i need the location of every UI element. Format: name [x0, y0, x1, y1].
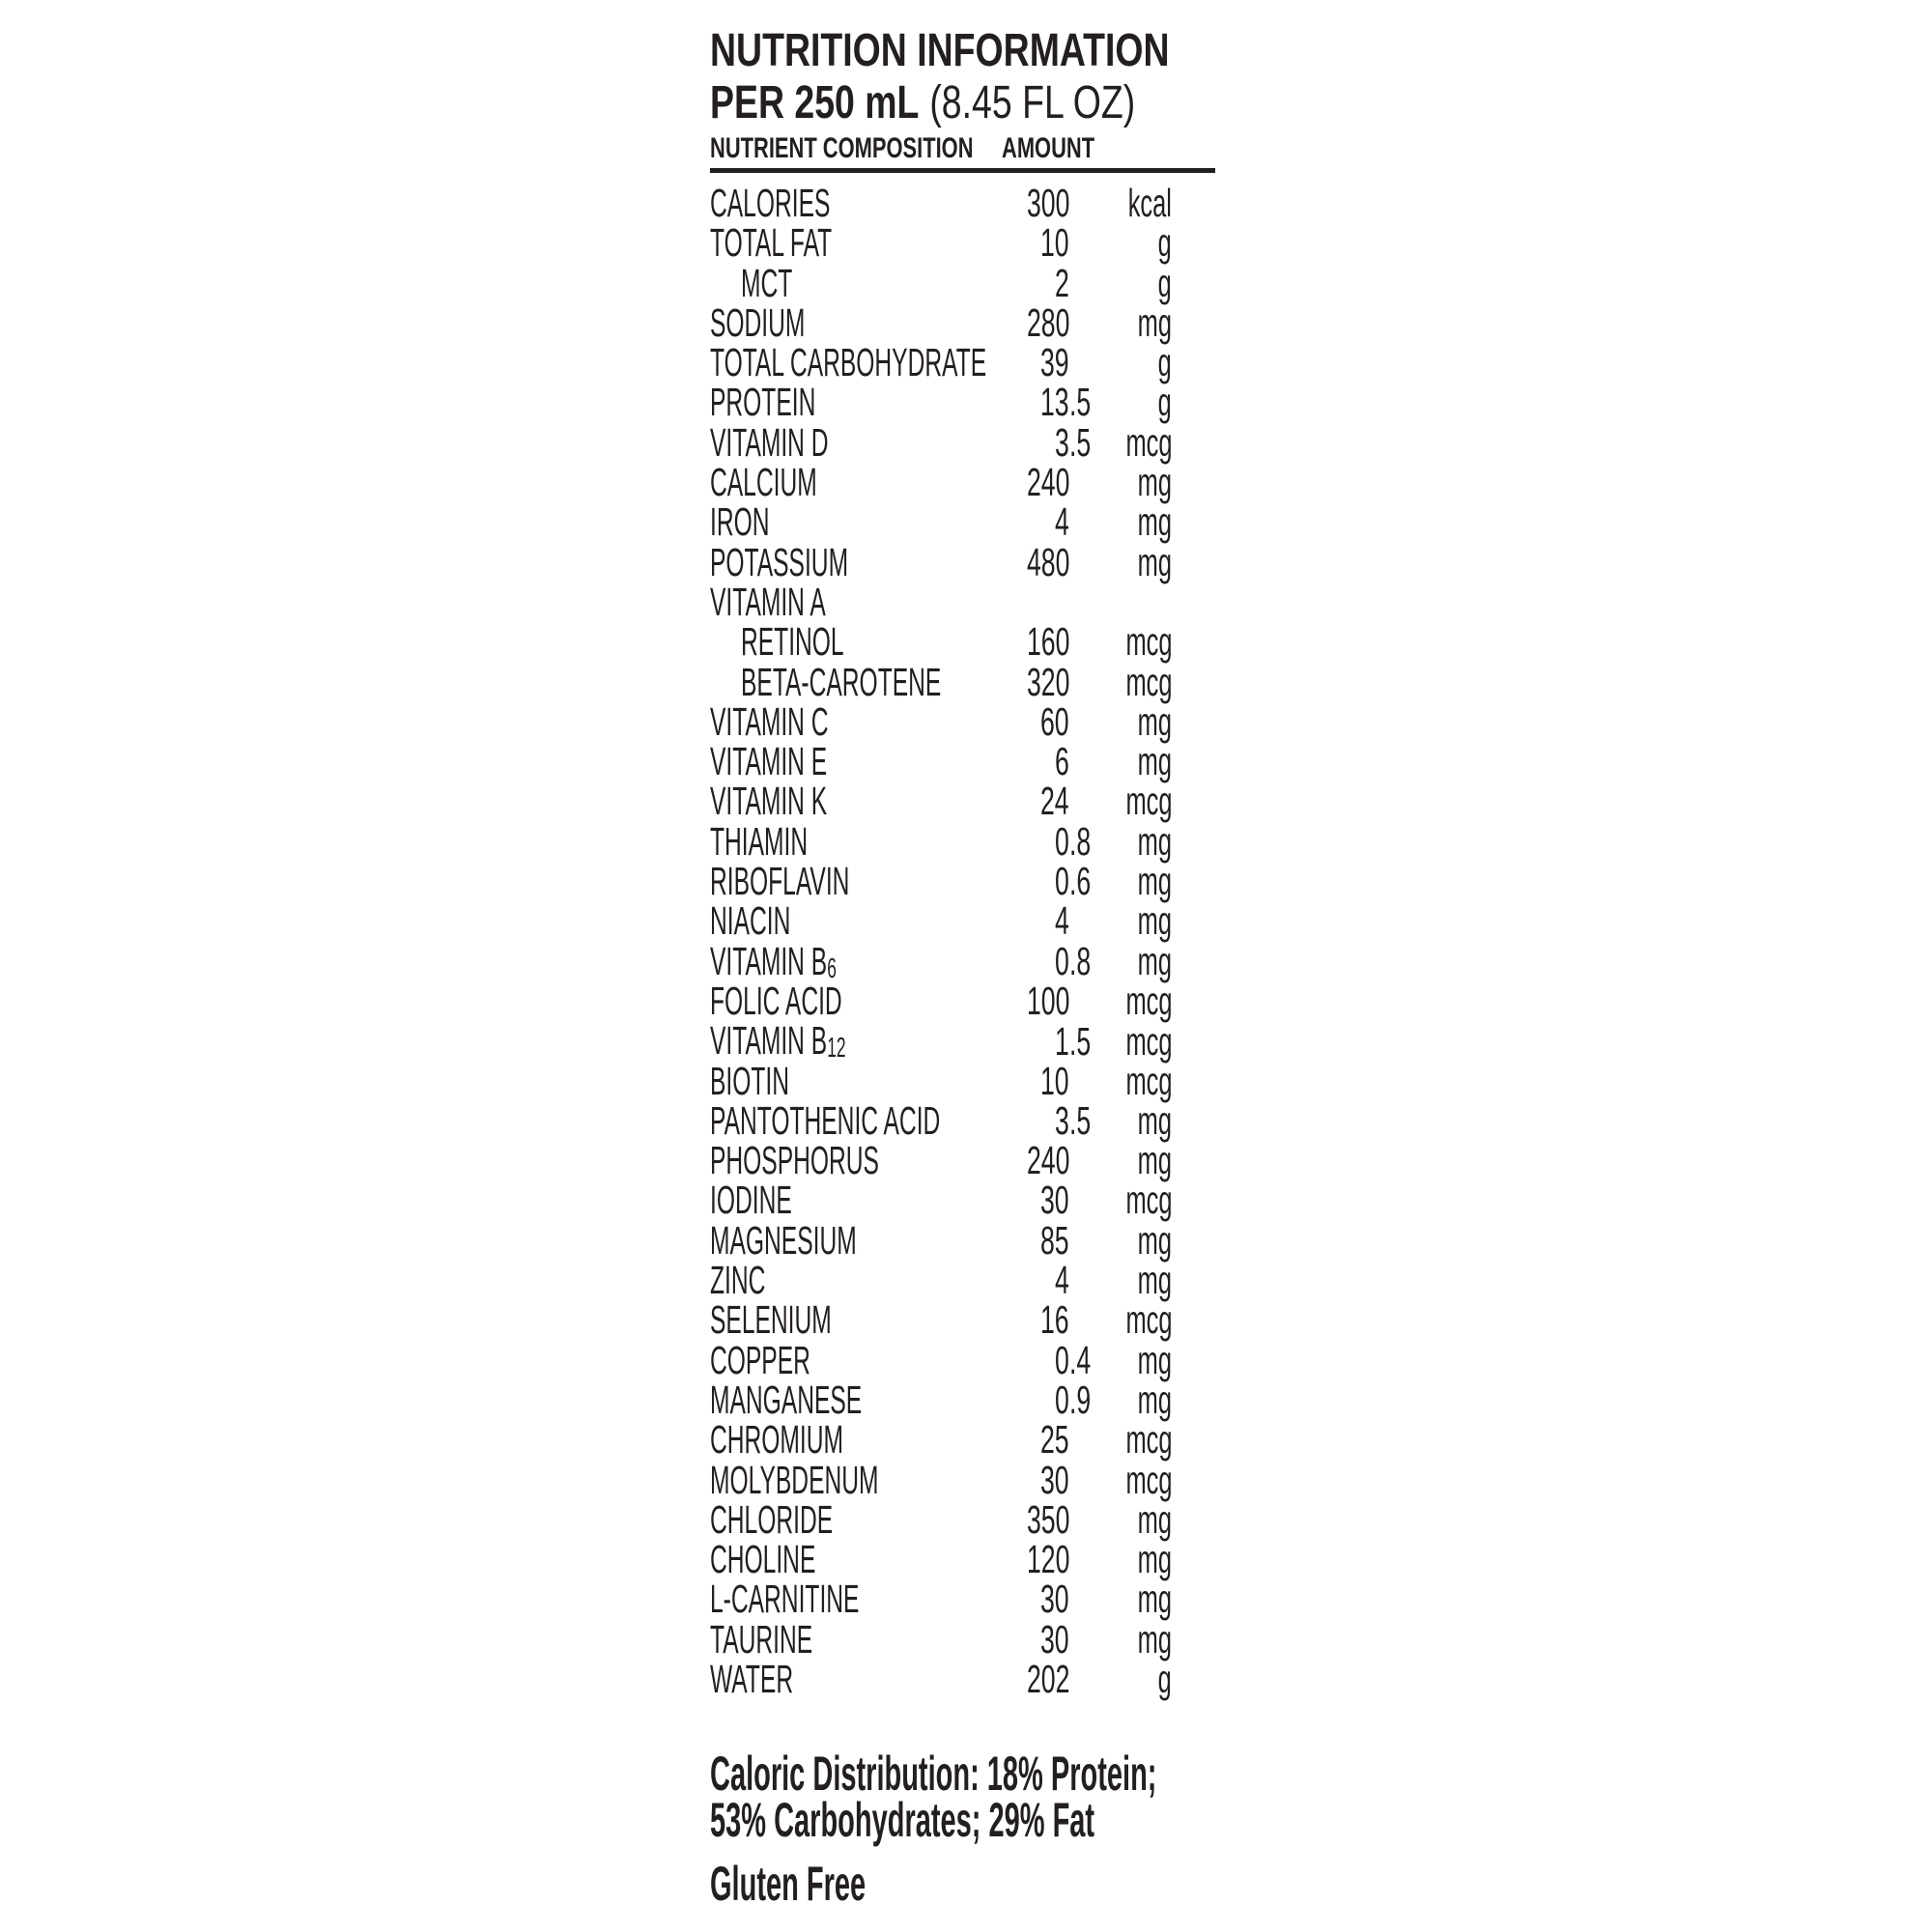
table-column-headers — [710, 133, 1215, 164]
amount-value-fraction — [1069, 1218, 1094, 1264]
amount-value-fraction — [1069, 1138, 1094, 1183]
nutrient-name-cell — [710, 1178, 1002, 1223]
panel-title-text: NUTRITION INFORMATION — [710, 25, 1170, 76]
nutrient-name: ZINC — [710, 1258, 766, 1303]
amount-value-whole: 10 — [1040, 1058, 1069, 1103]
caloric-distribution — [710, 1747, 1215, 1848]
caloric-distribution-line1: Caloric Distribution: 18% Protein; — [710, 1747, 1157, 1802]
nutrient-name: THIAMIN — [710, 818, 809, 864]
amount-value-whole: 0 — [1055, 939, 1069, 984]
amount-value-whole: 280 — [1026, 299, 1069, 345]
nutrient-name: VITAMIN A — [710, 579, 826, 624]
nutrient-name: TOTAL CARBOHYDRATE — [710, 340, 987, 385]
table-row — [710, 779, 1215, 824]
amount-value-fraction — [1069, 1657, 1094, 1702]
nutrient-name: MANGANESE — [710, 1377, 863, 1422]
table-row — [710, 1457, 1215, 1502]
amount-value-whole: 30 — [1040, 1178, 1069, 1223]
nutrient-name: RIBOFLAVIN — [710, 859, 850, 904]
amount-value-whole: 4 — [1055, 898, 1069, 944]
amount-value-fraction — [1069, 699, 1094, 745]
nutrient-name-cell — [710, 1297, 1002, 1343]
nutrient-name-cell — [710, 1417, 1002, 1463]
nutrient-name: VITAMIN B — [710, 1018, 828, 1064]
amount-value-whole: 160 — [1026, 619, 1069, 665]
amount-value-fraction — [1069, 1617, 1094, 1662]
amount-value-fraction — [1069, 181, 1094, 226]
table-row — [710, 1417, 1215, 1463]
nutrient-name-cell — [710, 261, 1002, 306]
nutrient-name-cell — [710, 699, 1002, 745]
nutrient-name-subscript: 6 — [827, 952, 837, 984]
amount-value-fraction: .4 — [1069, 1337, 1092, 1382]
amount-value-whole: 3 — [1055, 1097, 1069, 1143]
nutrient-name: WATER — [710, 1656, 794, 1701]
caloric-distribution-line1-wrap — [710, 1747, 1215, 1802]
nutrient-name-cell — [710, 1657, 1002, 1702]
table-row — [710, 539, 1215, 584]
amount-value-whole: 39 — [1040, 340, 1069, 385]
amount-unit: mg — [1137, 499, 1172, 545]
amount-value-whole: 0 — [1055, 1337, 1069, 1382]
amount-value-fraction — [1069, 1258, 1094, 1303]
amount-value-fraction: .6 — [1069, 859, 1092, 904]
nutrient-name-cell — [710, 739, 1002, 784]
amount-value-fraction — [1069, 1497, 1094, 1543]
amount-value-whole: 30 — [1040, 1616, 1069, 1662]
nutrient-table — [710, 181, 1215, 1701]
amount-value-fraction — [1069, 1059, 1094, 1104]
amount-unit: mcg — [1124, 1018, 1172, 1064]
amount-value-fraction — [1069, 660, 1094, 705]
nutrient-name-cell — [710, 1059, 1002, 1104]
table-row — [710, 380, 1215, 425]
amount-value-whole: 240 — [1026, 460, 1069, 505]
amount-unit: mcg — [1124, 978, 1172, 1023]
nutrient-name: NIACIN — [710, 898, 791, 944]
table-row — [710, 1058, 1215, 1103]
table-row — [710, 1138, 1215, 1183]
table-row — [710, 1258, 1215, 1303]
nutrient-name: RETINOL — [741, 619, 844, 665]
amount-unit: mcg — [1124, 1058, 1172, 1103]
nutrient-name-cell — [710, 819, 1002, 865]
amount-value-fraction — [1069, 499, 1094, 545]
table-row — [710, 739, 1215, 784]
nutrient-name-cell — [710, 380, 1002, 425]
amount-unit: g — [1157, 220, 1172, 266]
amount-unit: mg — [1137, 1337, 1172, 1382]
table-row — [710, 859, 1215, 904]
amount-unit: mg — [1137, 1377, 1172, 1422]
amount-value-whole: 350 — [1026, 1496, 1069, 1542]
amount-value-fraction — [1069, 1417, 1094, 1463]
caloric-distribution-line2: 53% Carbohydrates; 29% Fat — [710, 1793, 1095, 1848]
amount-unit: mcg — [1124, 1457, 1172, 1502]
table-row — [710, 1656, 1215, 1701]
nutrient-name-cell — [710, 859, 1002, 904]
nutrient-name: VITAMIN C — [710, 698, 829, 744]
nutrient-name: IRON — [710, 499, 770, 545]
nutrient-name-cell — [710, 1138, 1002, 1183]
serving-size-line — [710, 77, 1215, 129]
amount-value-whole: 10 — [1040, 220, 1069, 266]
nutrient-name: TOTAL FAT — [710, 220, 833, 266]
gluten-free-label: Gluten Free — [710, 1857, 867, 1912]
amount-value-whole: 1 — [1055, 1018, 1069, 1064]
amount-value-fraction — [1069, 220, 1094, 266]
nutrient-name-cell — [710, 619, 1002, 665]
nutrient-name-cell — [710, 340, 1002, 385]
table-row — [710, 698, 1215, 744]
table-row — [710, 260, 1215, 305]
amount-value-whole: 0 — [1055, 859, 1069, 904]
nutrient-name: MAGNESIUM — [710, 1217, 857, 1263]
amount-value-whole: 0 — [1055, 818, 1069, 864]
amount-value-whole: 60 — [1040, 698, 1069, 744]
amount-value-fraction: .8 — [1069, 818, 1092, 864]
nutrient-name-cell — [710, 1338, 1002, 1383]
caloric-distribution-line2-wrap — [710, 1793, 1215, 1848]
amount-unit: mg — [1137, 460, 1172, 505]
amount-unit: mg — [1137, 1496, 1172, 1542]
nutrient-name: VITAMIN K — [710, 779, 828, 824]
amount-value-fraction: .8 — [1069, 939, 1092, 984]
nutrient-name-cell — [710, 499, 1002, 545]
table-row — [710, 1297, 1215, 1343]
amount-unit: mg — [1137, 818, 1172, 864]
header-rule — [710, 168, 1215, 173]
nutrition-panel — [710, 0, 1215, 1912]
amount-value-whole: 13 — [1040, 380, 1069, 425]
table-row — [710, 1377, 1215, 1422]
amount-value-fraction — [1069, 619, 1094, 665]
table-row — [710, 1577, 1215, 1622]
nutrient-name: VITAMIN D — [710, 419, 829, 465]
nutrient-name-cell — [710, 1497, 1002, 1543]
nutrient-name-cell — [710, 898, 1002, 944]
table-row — [710, 419, 1215, 465]
amount-unit: g — [1157, 380, 1172, 425]
nutrient-name: SODIUM — [710, 299, 806, 345]
nutrient-name-cell — [710, 540, 1002, 585]
table-row — [710, 340, 1215, 385]
nutrient-name-cell — [710, 1458, 1002, 1503]
amount-unit: mcg — [1124, 1417, 1172, 1463]
amount-unit: mcg — [1124, 1297, 1172, 1343]
nutrient-name: CALCIUM — [710, 460, 817, 505]
column-header-nutrient: NUTRIENT COMPOSITION — [710, 132, 974, 164]
table-row — [710, 818, 1215, 864]
nutrient-name: COPPER — [710, 1337, 810, 1382]
nutrient-name: MOLYBDENUM — [710, 1457, 879, 1502]
nutrient-name: CHLORIDE — [710, 1496, 834, 1542]
amount-unit: mg — [1137, 1138, 1172, 1183]
amount-value-whole: 4 — [1055, 499, 1069, 545]
serving-size-note: (8.45 FL OZ) — [929, 77, 1136, 128]
nutrient-name: CHOLINE — [710, 1537, 816, 1582]
amount-unit: mcg — [1124, 659, 1172, 704]
amount-value-whole: 0 — [1055, 1377, 1069, 1422]
table-row — [710, 1616, 1215, 1662]
table-row — [710, 181, 1215, 225]
amount-value-whole: 202 — [1026, 1656, 1069, 1701]
table-row — [710, 659, 1215, 704]
table-row — [710, 1337, 1215, 1382]
amount-value-whole: 4 — [1055, 1258, 1069, 1303]
amount-unit: g — [1157, 260, 1172, 305]
amount-value-whole: 30 — [1040, 1457, 1069, 1502]
nutrient-name-cell — [710, 460, 1002, 505]
amount-unit: kcal — [1127, 181, 1172, 225]
amount-value-fraction — [1069, 1537, 1094, 1582]
table-row — [710, 938, 1215, 984]
amount-value-fraction — [1069, 739, 1094, 784]
amount-value-fraction: .9 — [1069, 1377, 1092, 1422]
amount-value-fraction: .5 — [1069, 380, 1092, 425]
amount-unit: g — [1157, 1656, 1172, 1701]
nutrient-name: TAURINE — [710, 1616, 813, 1662]
amount-value-whole: 300 — [1026, 181, 1069, 225]
column-header-nutrient-wrap — [710, 133, 1002, 164]
amount-value-whole — [1002, 580, 1069, 625]
table-row — [710, 898, 1215, 944]
nutrient-name: L-CARNITINE — [710, 1577, 860, 1622]
nutrient-name: CHROMIUM — [710, 1417, 844, 1463]
nutrient-name-cell — [710, 1577, 1002, 1622]
nutrient-name: MCT — [741, 260, 793, 305]
table-row — [710, 579, 1215, 624]
nutrient-name: PROTEIN — [710, 380, 816, 425]
amount-unit: mcg — [1124, 779, 1172, 824]
amount-value-whole: 6 — [1055, 739, 1069, 784]
nutrient-name-cell — [710, 1258, 1002, 1303]
amount-value-fraction — [1069, 979, 1094, 1024]
amount-value-fraction — [1069, 340, 1094, 385]
amount-unit: mg — [1137, 739, 1172, 784]
nutrient-name-cell — [710, 1617, 1002, 1662]
amount-unit: mg — [1137, 539, 1172, 584]
nutrient-name-subscript: 12 — [827, 1033, 846, 1065]
table-row — [710, 460, 1215, 505]
amount-value-fraction — [1069, 779, 1094, 824]
amount-value-whole: 120 — [1026, 1537, 1069, 1582]
amount-value-fraction: .5 — [1069, 1097, 1092, 1143]
amount-value-whole: 2 — [1055, 260, 1069, 305]
amount-value-fraction — [1069, 300, 1094, 346]
table-row — [710, 499, 1215, 545]
amount-value-fraction — [1069, 1178, 1094, 1223]
column-header-amount-wrap — [1002, 133, 1215, 164]
nutrient-name: FOLIC ACID — [710, 978, 842, 1023]
nutrient-name-cell — [710, 300, 1002, 346]
nutrient-name: POTASSIUM — [710, 539, 849, 584]
table-row — [710, 299, 1215, 345]
nutrient-name-cell — [710, 580, 1002, 625]
amount-unit: mg — [1137, 939, 1172, 984]
amount-unit: mg — [1137, 1258, 1172, 1303]
nutrient-name-cell — [710, 1537, 1002, 1582]
amount-unit — [1094, 580, 1172, 625]
amount-unit: mcg — [1124, 419, 1172, 465]
nutrient-name-cell — [710, 220, 1002, 266]
amount-unit: mg — [1137, 898, 1172, 944]
table-row — [710, 1178, 1215, 1223]
amount-unit: g — [1157, 340, 1172, 385]
amount-value-fraction — [1069, 460, 1094, 505]
serving-size: PER 250 mL — [710, 77, 920, 128]
gluten-free-label-wrap — [710, 1857, 1215, 1912]
amount-value-fraction — [1069, 580, 1094, 625]
nutrient-name: CALORIES — [710, 181, 831, 225]
nutrient-name-cell — [710, 1098, 1002, 1144]
amount-unit: mg — [1137, 1577, 1172, 1622]
table-row — [710, 1097, 1215, 1143]
nutrient-name-cell — [710, 1218, 1002, 1264]
table-row — [710, 619, 1215, 665]
nutrient-name: VITAMIN E — [710, 739, 828, 784]
nutrient-name: PHOSPHORUS — [710, 1138, 879, 1183]
amount-unit: mcg — [1124, 619, 1172, 665]
amount-value-whole: 100 — [1026, 978, 1069, 1023]
amount-value-whole: 240 — [1026, 1138, 1069, 1183]
nutrient-name: VITAMIN B — [710, 938, 828, 983]
table-row — [710, 220, 1215, 266]
nutrient-name: BETA-CAROTENE — [741, 659, 942, 704]
nutrient-name-cell — [710, 779, 1002, 824]
amount-value-fraction — [1069, 1297, 1094, 1343]
nutrient-name: IODINE — [710, 1178, 792, 1223]
table-row — [710, 1217, 1215, 1263]
amount-value-whole: 24 — [1040, 779, 1069, 824]
amount-value-fraction — [1069, 540, 1094, 585]
table-row — [710, 978, 1215, 1023]
amount-value-whole: 480 — [1026, 539, 1069, 584]
nutrient-name: BIOTIN — [710, 1058, 790, 1103]
amount-value-fraction: .5 — [1069, 419, 1092, 465]
amount-unit: mg — [1137, 698, 1172, 744]
amount-value-fraction — [1069, 261, 1094, 306]
amount-unit: mcg — [1124, 1178, 1172, 1223]
nutrient-name-cell — [710, 979, 1002, 1024]
amount-value-whole: 3 — [1055, 419, 1069, 465]
amount-value-whole: 30 — [1040, 1577, 1069, 1622]
amount-value-whole: 25 — [1040, 1417, 1069, 1463]
table-row — [710, 1537, 1215, 1582]
nutrient-name-cell — [710, 181, 1002, 226]
nutrient-name-cell — [710, 420, 1002, 466]
amount-unit: mg — [1137, 1217, 1172, 1263]
amount-unit: mg — [1137, 1616, 1172, 1662]
amount-unit: mg — [1137, 299, 1172, 345]
amount-value-fraction — [1069, 1458, 1094, 1503]
nutrient-name: PANTOTHENIC ACID — [710, 1097, 941, 1143]
amount-unit: mg — [1137, 859, 1172, 904]
amount-unit: mg — [1137, 1097, 1172, 1143]
amount-value-fraction — [1069, 1577, 1094, 1622]
nutrient-name-cell — [710, 660, 1002, 705]
amount-value-whole: 320 — [1026, 659, 1069, 704]
amount-value-fraction: .5 — [1069, 1018, 1092, 1064]
panel-title — [710, 25, 1215, 77]
table-row — [710, 1496, 1215, 1542]
amount-value-fraction — [1069, 898, 1094, 944]
column-header-amount: AMOUNT — [1002, 132, 1095, 164]
amount-value-whole: 16 — [1040, 1297, 1069, 1343]
table-row — [710, 1018, 1215, 1065]
nutrient-name-cell — [710, 1378, 1002, 1423]
nutrient-name: SELENIUM — [710, 1297, 832, 1343]
amount-unit: mg — [1137, 1537, 1172, 1582]
amount-value-whole: 85 — [1040, 1217, 1069, 1263]
